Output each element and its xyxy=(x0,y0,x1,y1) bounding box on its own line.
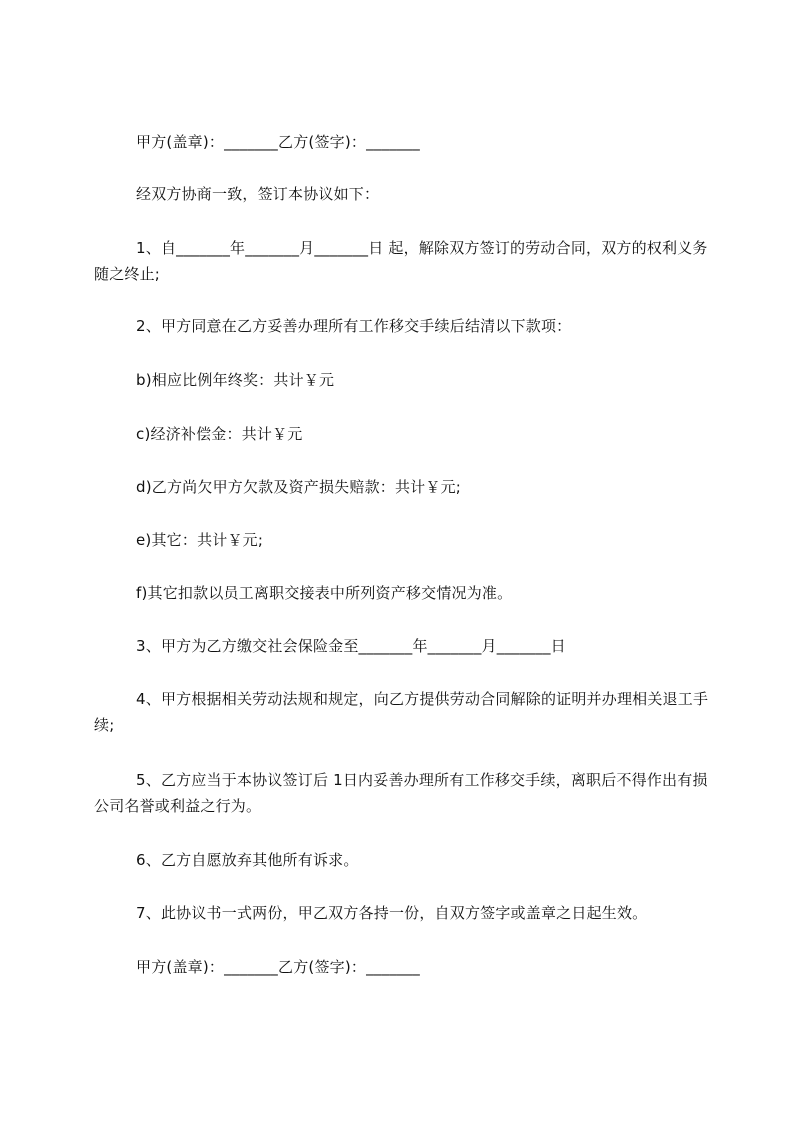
clause-1: 1、自_______年_______月_______日 起，解除双方签订的劳动合同，双方的权利义务随之终止; xyxy=(94,239,708,283)
clause-7: 7、此协议书一式两份，甲乙双方各持一份，自双方签字或盖章之日起生效。 xyxy=(136,904,648,922)
payment-item-c: c)经济补偿金：共计￥元 xyxy=(136,425,303,443)
payment-item-d: d)乙方尚欠甲方欠款及资产损失赔款：共计￥元; xyxy=(136,478,462,496)
signature-line-bottom: 甲方(盖章)：_______乙方(签字)：_______ xyxy=(136,958,421,976)
agreement-intro: 经双方协商一致，签订本协议如下： xyxy=(136,185,380,203)
clause-4: 4、甲方根据相关劳动法规和规定，向乙方提供劳动合同解除的证明并办理相关退工手续; xyxy=(94,690,709,734)
signature-line-top: 甲方(盖章)：_______乙方(签字)：_______ xyxy=(136,133,421,151)
payment-item-b: b)相应比例年终奖：共计￥元 xyxy=(136,371,335,389)
clause-3: 3、甲方为乙方缴交社会保险金至_______年_______月_______日 xyxy=(136,637,566,655)
payment-item-f: f)其它扣款以员工离职交接表中所列资产移交情况为准。 xyxy=(136,584,513,602)
clause-5: 5、乙方应当于本协议签订后 1日内妥善办理所有工作移交手续，离职后不得作出有损公司名誉或利益之行为。 xyxy=(94,771,708,815)
clause-6: 6、乙方自愿放弃其他所有诉求。 xyxy=(136,851,359,869)
payment-item-e: e)其它：共计￥元; xyxy=(136,531,264,549)
clause-2: 2、甲方同意在乙方妥善办理所有工作移交手续后结清以下款项： xyxy=(136,317,572,335)
